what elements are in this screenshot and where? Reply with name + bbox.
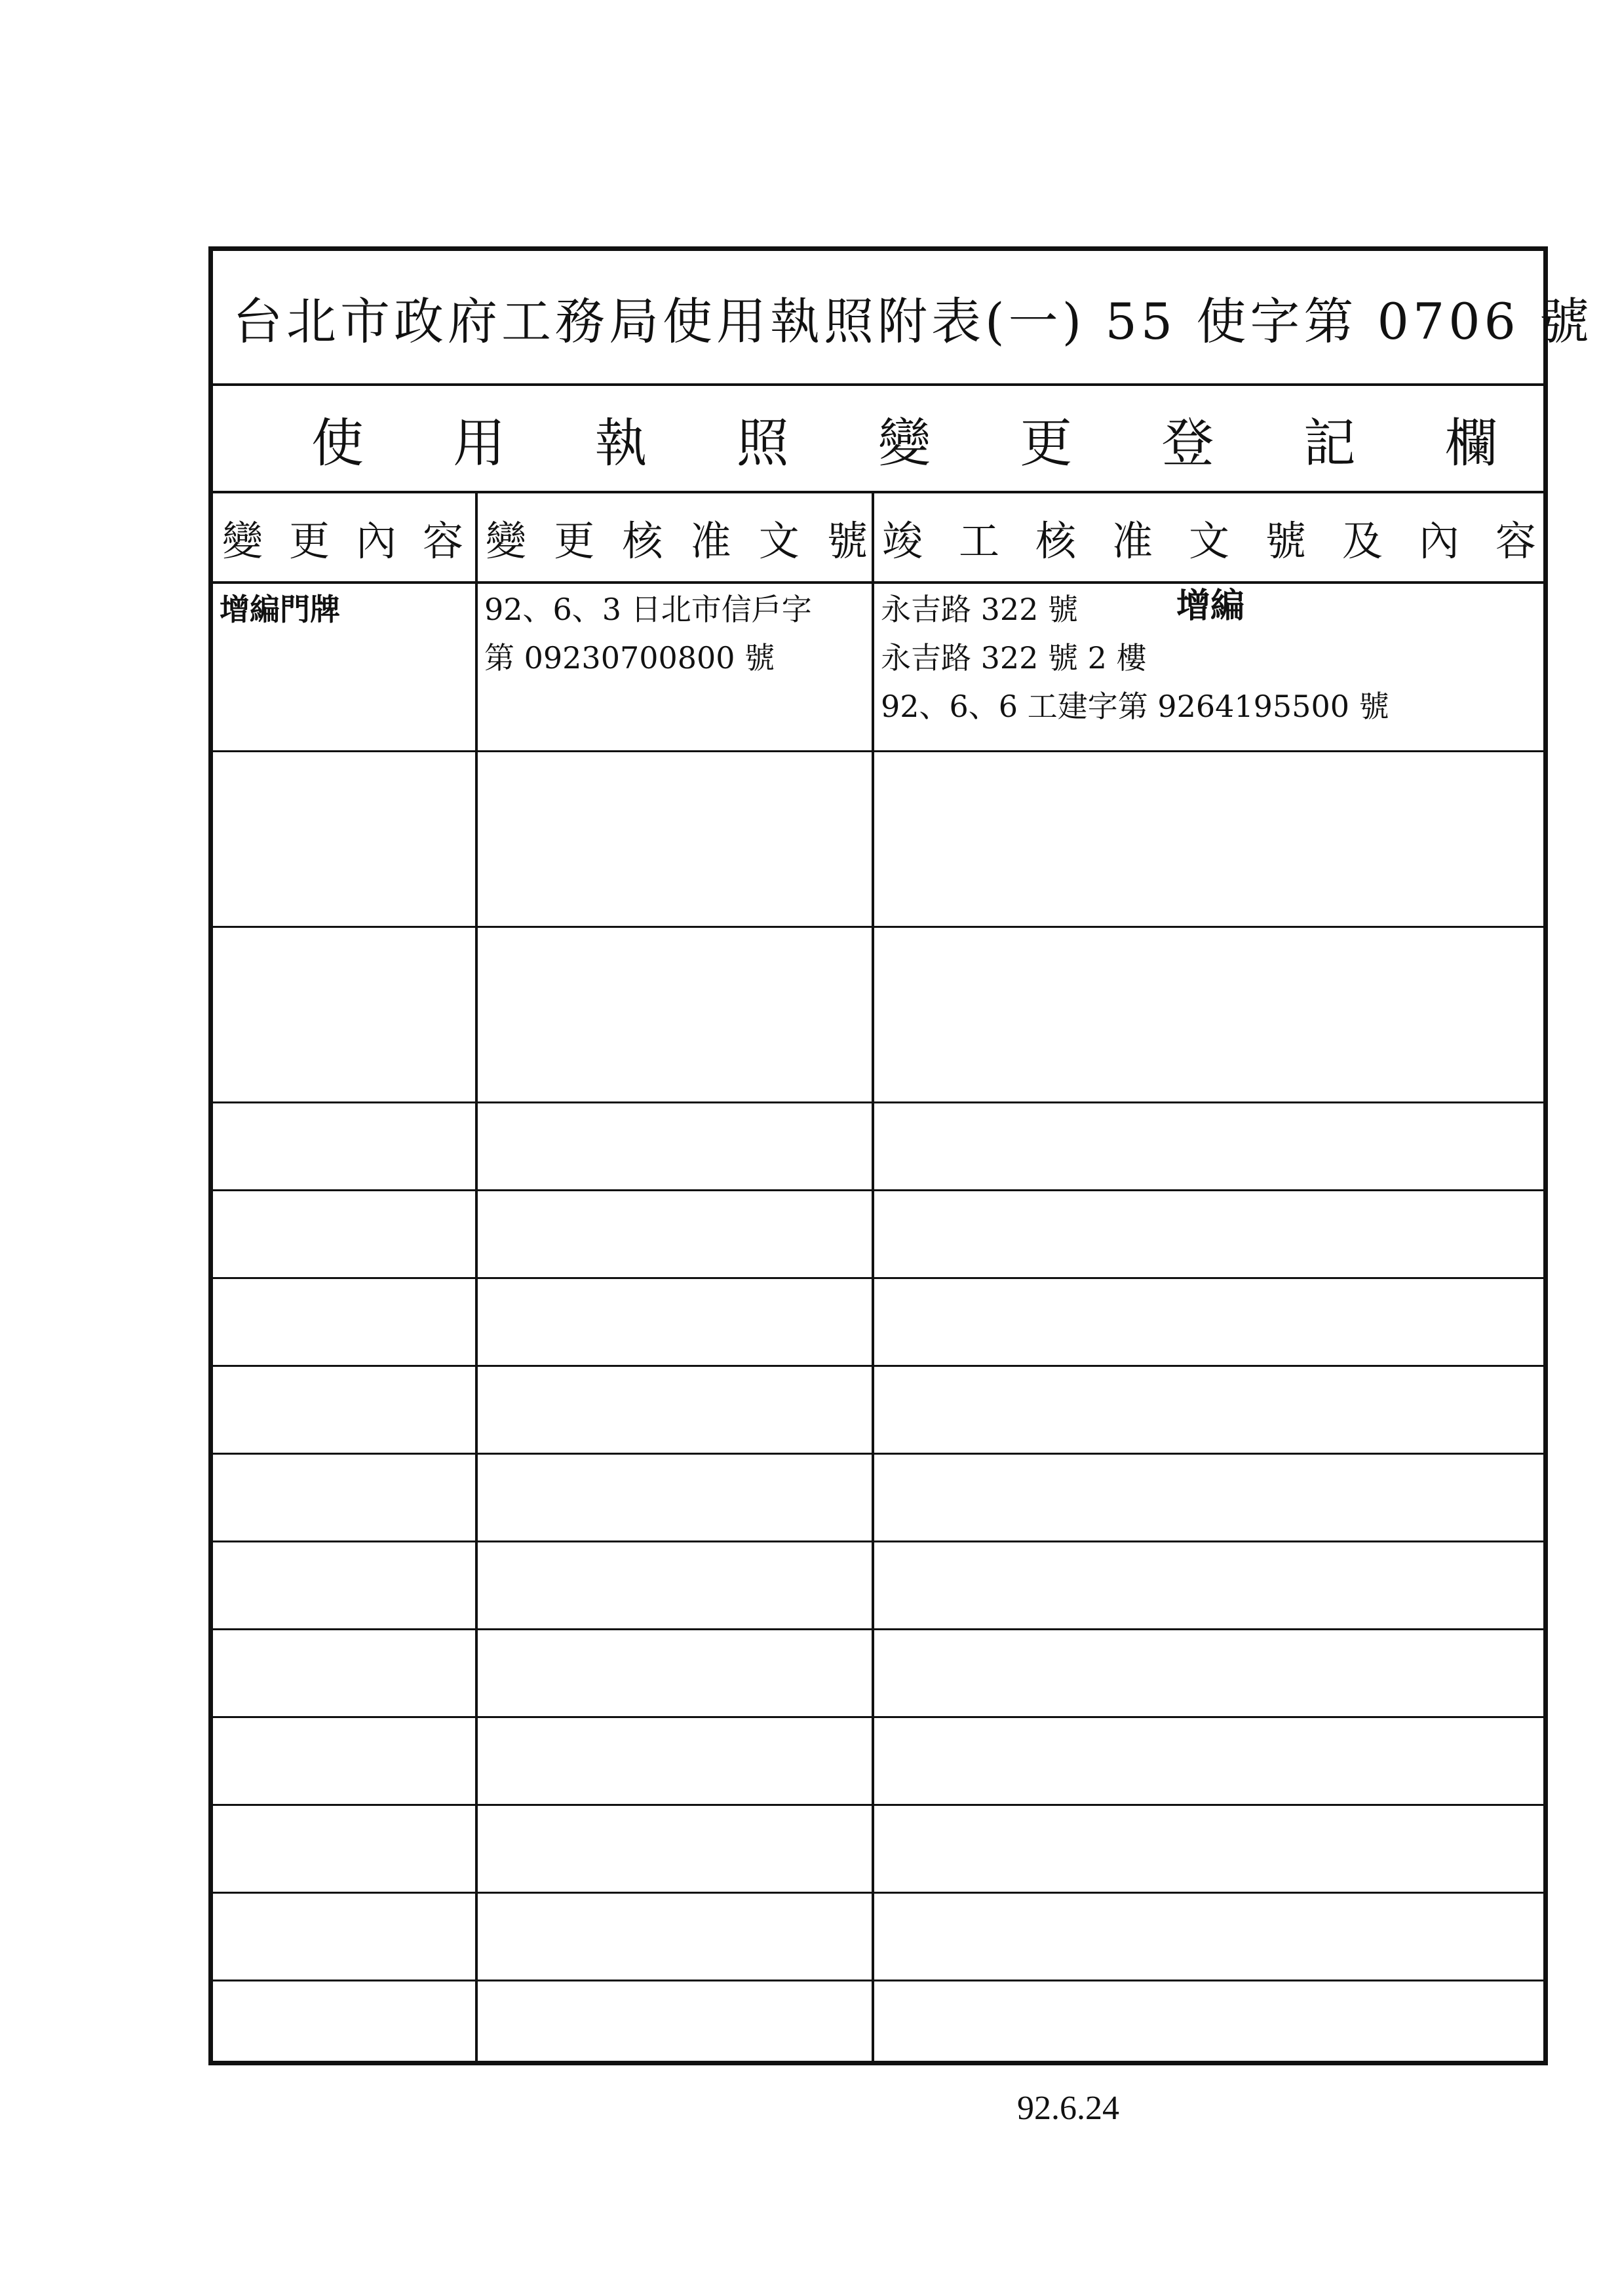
row-divider: [213, 750, 1543, 752]
header-char: 容: [422, 516, 463, 565]
header-change-content: [218, 493, 467, 581]
subtitle-char: 照: [736, 412, 789, 474]
document-title: 台北市政府工務局使用執照附表(一) 55 使字第 0706 號: [233, 292, 1594, 351]
row-divider: [213, 1101, 1543, 1103]
row-divider: [213, 1892, 1543, 1894]
row-divider: [213, 1365, 1543, 1367]
header-char: 核: [622, 516, 663, 565]
header-char: 變: [486, 516, 527, 565]
subtitle-row: [213, 386, 1543, 493]
entry-approval-line2: 第 09230700800 號: [484, 640, 775, 676]
entry-approval-line1: 92、6、3 日北市信戶字: [484, 592, 812, 627]
row-divider: [213, 1540, 1543, 1542]
entry-completion-line1: 永吉路 322 號: [881, 592, 1079, 627]
header-char: 內: [355, 516, 396, 565]
header-char: 更: [554, 516, 595, 565]
header-char: 竣: [882, 516, 923, 565]
header-char: 准: [690, 516, 731, 565]
header-completion-details: [878, 493, 1540, 581]
header-char: 號: [826, 516, 868, 565]
license-change-form: [208, 246, 1594, 2065]
subtitle-char: 執: [594, 412, 647, 474]
title-row: [213, 251, 1594, 386]
row-divider: [213, 1189, 1543, 1191]
entry-completion-line2: 永吉路 322 號 2 樓: [881, 640, 1147, 676]
subtitle-char: 記: [1303, 412, 1356, 474]
column-header-row: [213, 493, 1543, 584]
row-divider: [213, 1628, 1543, 1630]
row-divider: [213, 1804, 1543, 1806]
subtitle-char: 用: [453, 412, 506, 474]
header-char: 核: [1035, 516, 1076, 565]
header-char: 准: [1111, 516, 1153, 565]
subtitle-char: 更: [1020, 412, 1073, 474]
row-divider: [213, 1716, 1543, 1718]
subtitle-char: 變: [878, 412, 931, 474]
header-approval-number: [482, 493, 872, 581]
header-char: 號: [1265, 516, 1306, 565]
row-divider: [213, 1277, 1543, 1279]
entry-completion-line3: 92、6、6 工建字第 9264195500 號: [881, 689, 1389, 724]
row-divider: [213, 1980, 1543, 1981]
entry-completion-tag: 增編: [1176, 586, 1245, 626]
subtitle-char: 登: [1161, 412, 1214, 474]
header-char: 工: [958, 516, 999, 565]
entry-change-content: 增編門牌: [220, 592, 340, 627]
header-char: 內: [1418, 516, 1459, 565]
header-char: 容: [1495, 516, 1536, 565]
subtitle-char: 使: [311, 412, 364, 474]
footer-date: 92.6.24: [1017, 2090, 1119, 2127]
header-char: 變: [222, 516, 263, 565]
row-divider: [213, 926, 1543, 928]
header-char: 文: [758, 516, 800, 565]
header-char: 更: [288, 516, 330, 565]
header-char: 及: [1341, 516, 1383, 565]
header-char: 文: [1188, 516, 1229, 565]
row-divider: [213, 1453, 1543, 1455]
subtitle-char: 欄: [1445, 412, 1497, 474]
